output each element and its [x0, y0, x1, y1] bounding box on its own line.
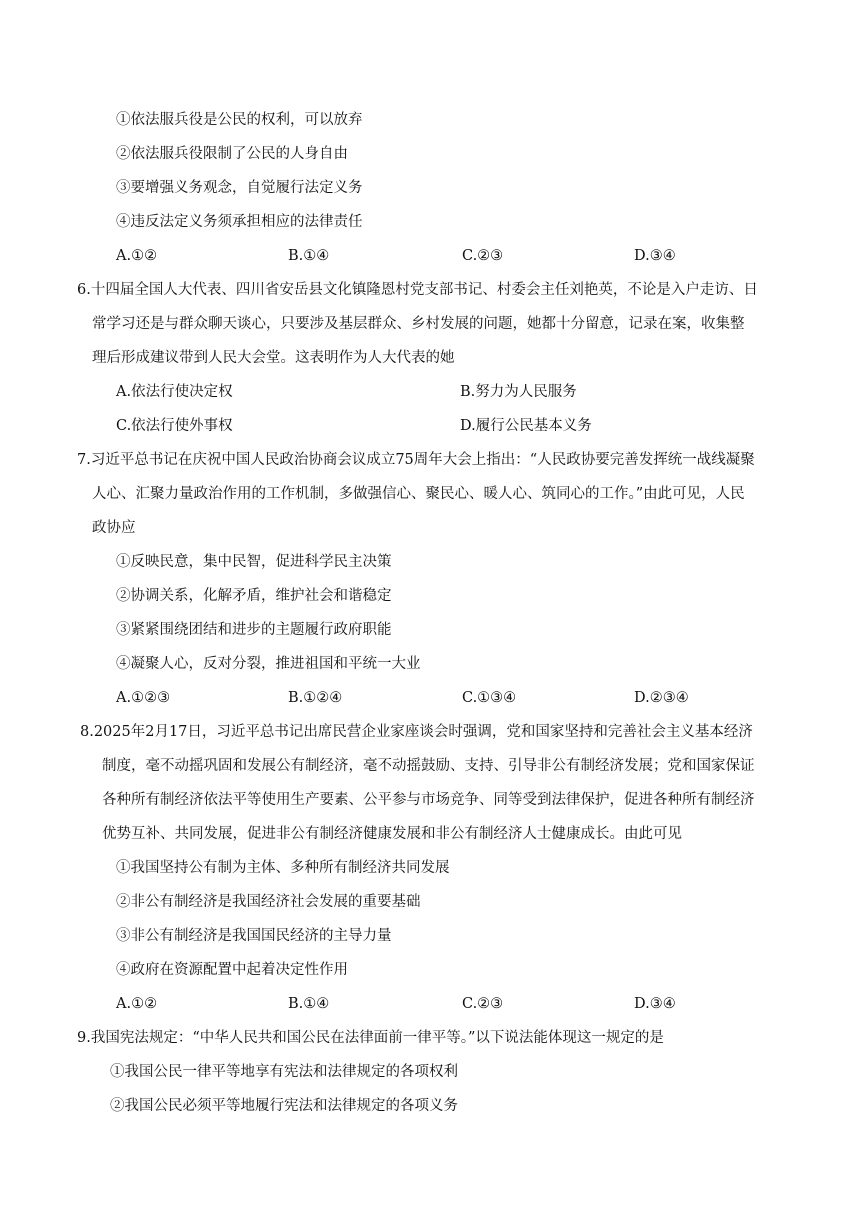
- q7-stem-line-2: 人心、汇聚力量政治作用的工作机制，多做强信心、聚民心、暖人心、筑同心的工作。”由此可见，人民: [92, 486, 745, 502]
- q7-item-4: ④凝聚人心，反对分裂，推进祖国和平统一大业: [116, 656, 421, 672]
- q9-stem-line-1: 9.我国宪法规定：“中华人民共和国公民在法律面前一律平等。”以下说法能体现这一规定的是: [77, 1030, 664, 1046]
- q6-option-a: A.依法行使决定权: [116, 384, 233, 400]
- q8-item-2: ②非公有制经济是我国经济社会发展的重要基础: [116, 894, 421, 910]
- q5-option-a: A.①②: [116, 248, 158, 264]
- q8-option-c: C.②③: [462, 996, 504, 1012]
- q8-item-1: ①我国坚持公有制为主体、多种所有制经济共同发展: [116, 860, 450, 876]
- q8-stem-line-4: 优势互补、共同发展，促进非公有制经济健康发展和非公有制经济人士健康成长。由此可见: [102, 826, 682, 842]
- q7-item-2: ②协调关系，化解矛盾，维护社会和谐稳定: [116, 588, 392, 604]
- q6-stem-line-1: 6.十四届全国人大代表、四川省安岳县文化镇隆恩村党支部书记、村委会主任刘艳英，不论是入户走访、日: [77, 282, 758, 298]
- q5-item-1: ①依法服兵役是公民的权利，可以放弃: [116, 112, 363, 128]
- q7-stem-line-3: 政协应: [92, 520, 136, 536]
- q6-stem-line-2: 常学习还是与群众聊天谈心，只要涉及基层群众、乡村发展的问题，她都十分留意，记录在案，收集整: [92, 316, 745, 332]
- q8-stem-line-3: 各种所有制经济依法平等使用生产要素、公平参与市场竞争、同等受到法律保护，促进各种所有制经济: [102, 792, 755, 808]
- q6-stem-line-3: 理后形成建议带到人民大会堂。这表明作为人大代表的她: [92, 350, 455, 366]
- q8-item-4: ④政府在资源配置中起着决定性作用: [116, 962, 348, 978]
- q7-option-c: C.①③④: [462, 690, 517, 706]
- q6-option-c: C.依法行使外事权: [116, 418, 233, 434]
- q8-stem-line-1: 8.2025年2月17日，习近平总书记出席民营企业家座谈会时强调，党和国家坚持和完善社会主义基本经济: [80, 724, 753, 740]
- q7-option-b: B.①②④: [288, 690, 343, 706]
- q5-item-3: ③要增强义务观念，自觉履行法定义务: [116, 180, 363, 196]
- q5-item-4: ④违反法定义务须承担相应的法律责任: [116, 214, 363, 230]
- q8-option-b: B.①④: [288, 996, 330, 1012]
- q7-option-a: A.①②③: [116, 690, 171, 706]
- q7-option-d: D.②③④: [634, 690, 689, 706]
- q8-option-d: D.③④: [634, 996, 676, 1012]
- q7-item-1: ①反映民意，集中民智，促进科学民主决策: [116, 554, 392, 570]
- q7-stem-line-1: 7.习近平总书记在庆祝中国人民政治协商会议成立75周年大会上指出：“人民政协要完善发挥统一战线凝聚: [77, 452, 755, 468]
- q8-stem-line-2: 制度，毫不动摇巩固和发展公有制经济，毫不动摇鼓励、支持、引导非公有制经济发展；党和国家保证: [102, 758, 755, 774]
- q6-option-d: D.履行公民基本义务: [460, 418, 592, 434]
- q9-item-1: ①我国公民一律平等地享有宪法和法律规定的各项权利: [110, 1064, 458, 1080]
- q8-item-3: ③非公有制经济是我国国民经济的主导力量: [116, 928, 392, 944]
- q5-option-c: C.②③: [462, 248, 504, 264]
- q8-option-a: A.①②: [116, 996, 158, 1012]
- q5-option-b: B.①④: [288, 248, 330, 264]
- q6-option-b: B.努力为人民服务: [460, 384, 577, 400]
- q9-item-2: ②我国公民必须平等地履行宪法和法律规定的各项义务: [110, 1098, 458, 1114]
- q5-option-d: D.③④: [634, 248, 676, 264]
- q7-item-3: ③紧紧围绕团结和进步的主题履行政府职能: [116, 622, 392, 638]
- q5-item-2: ②依法服兵役限制了公民的人身自由: [116, 146, 348, 162]
